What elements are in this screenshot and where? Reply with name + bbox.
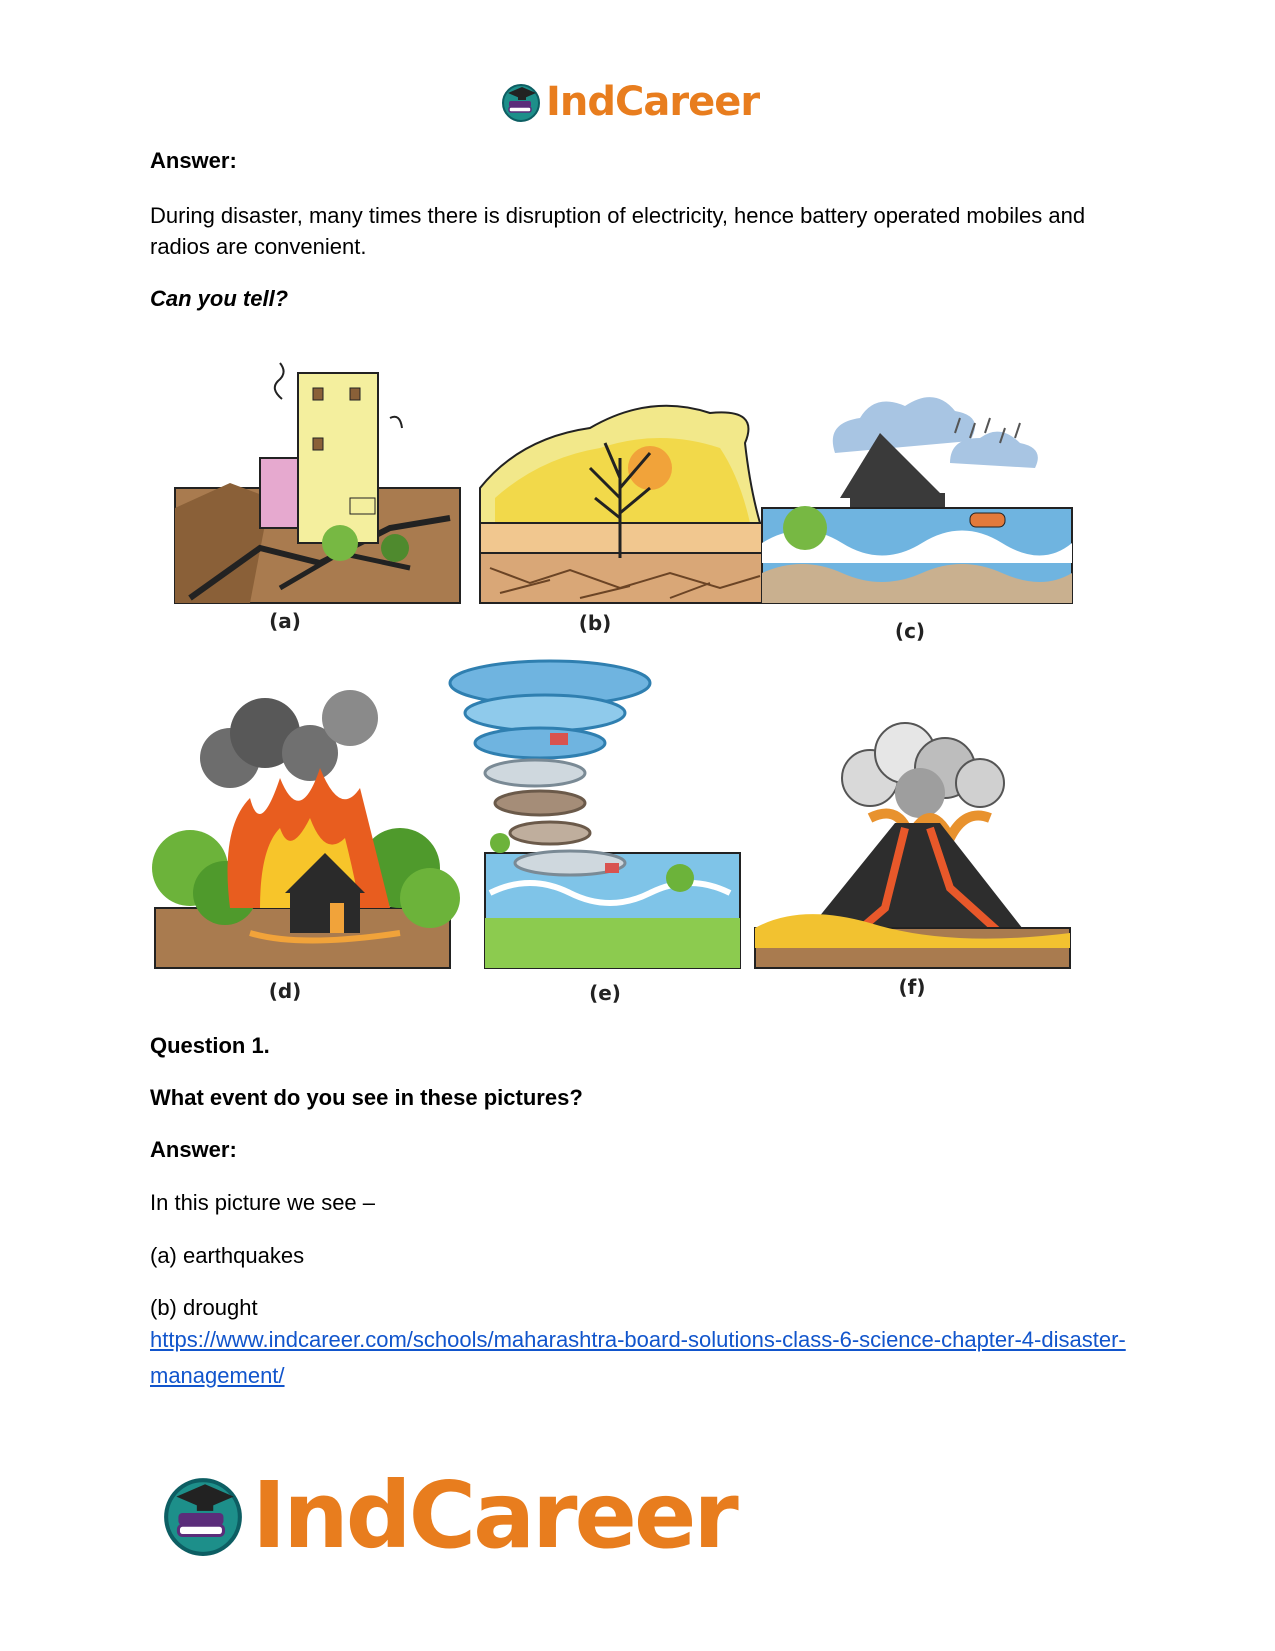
answer-intro: In this picture we see –: [150, 1190, 376, 1215]
cyclone-icon: [450, 661, 740, 968]
panel-label-a: (a): [269, 609, 301, 633]
section-title: Can you tell?: [150, 286, 289, 311]
answer-label: Answer:: [150, 1137, 237, 1162]
logo-wordmark: IndCareer: [546, 79, 760, 125]
volcano-icon: [755, 723, 1070, 968]
fire-icon: [152, 690, 460, 968]
flood-icon: [762, 397, 1072, 603]
graduation-book-globe-icon: [500, 81, 542, 123]
source-link[interactable]: https://www.indcareer.com/schools/maharashtra-board-solutions-class-6-science-chapter-4-disaster-management/: [150, 1327, 1126, 1388]
prev-answer-text: During disaster, many times there is disruption of electricity, hence battery operated mobiles and radios are convenient.: [150, 203, 1086, 259]
panel-label-e: (e): [589, 981, 621, 1005]
panel-label-c: (c): [894, 619, 926, 643]
earthquake-icon: [175, 363, 460, 603]
header-logo: [500, 78, 759, 126]
question-number: Question 1.: [150, 1033, 270, 1058]
question-text: What event do you see in these pictures?: [150, 1085, 583, 1110]
answer-item-b: (b) drought: [150, 1295, 258, 1320]
footer-logo: [160, 1461, 736, 1569]
disaster-illustrations: [150, 348, 1125, 1038]
answer-item-a: (a) earthquakes: [150, 1243, 305, 1268]
logo-wordmark: IndCareer: [252, 1461, 736, 1569]
panel-label-d: (d): [268, 979, 302, 1003]
panel-label-b: (b): [578, 611, 612, 635]
prev-answer-label: Answer:: [150, 148, 237, 173]
drought-icon: [480, 406, 765, 603]
graduation-book-globe-icon: [160, 1472, 246, 1558]
panel-label-f: (f): [898, 975, 926, 999]
